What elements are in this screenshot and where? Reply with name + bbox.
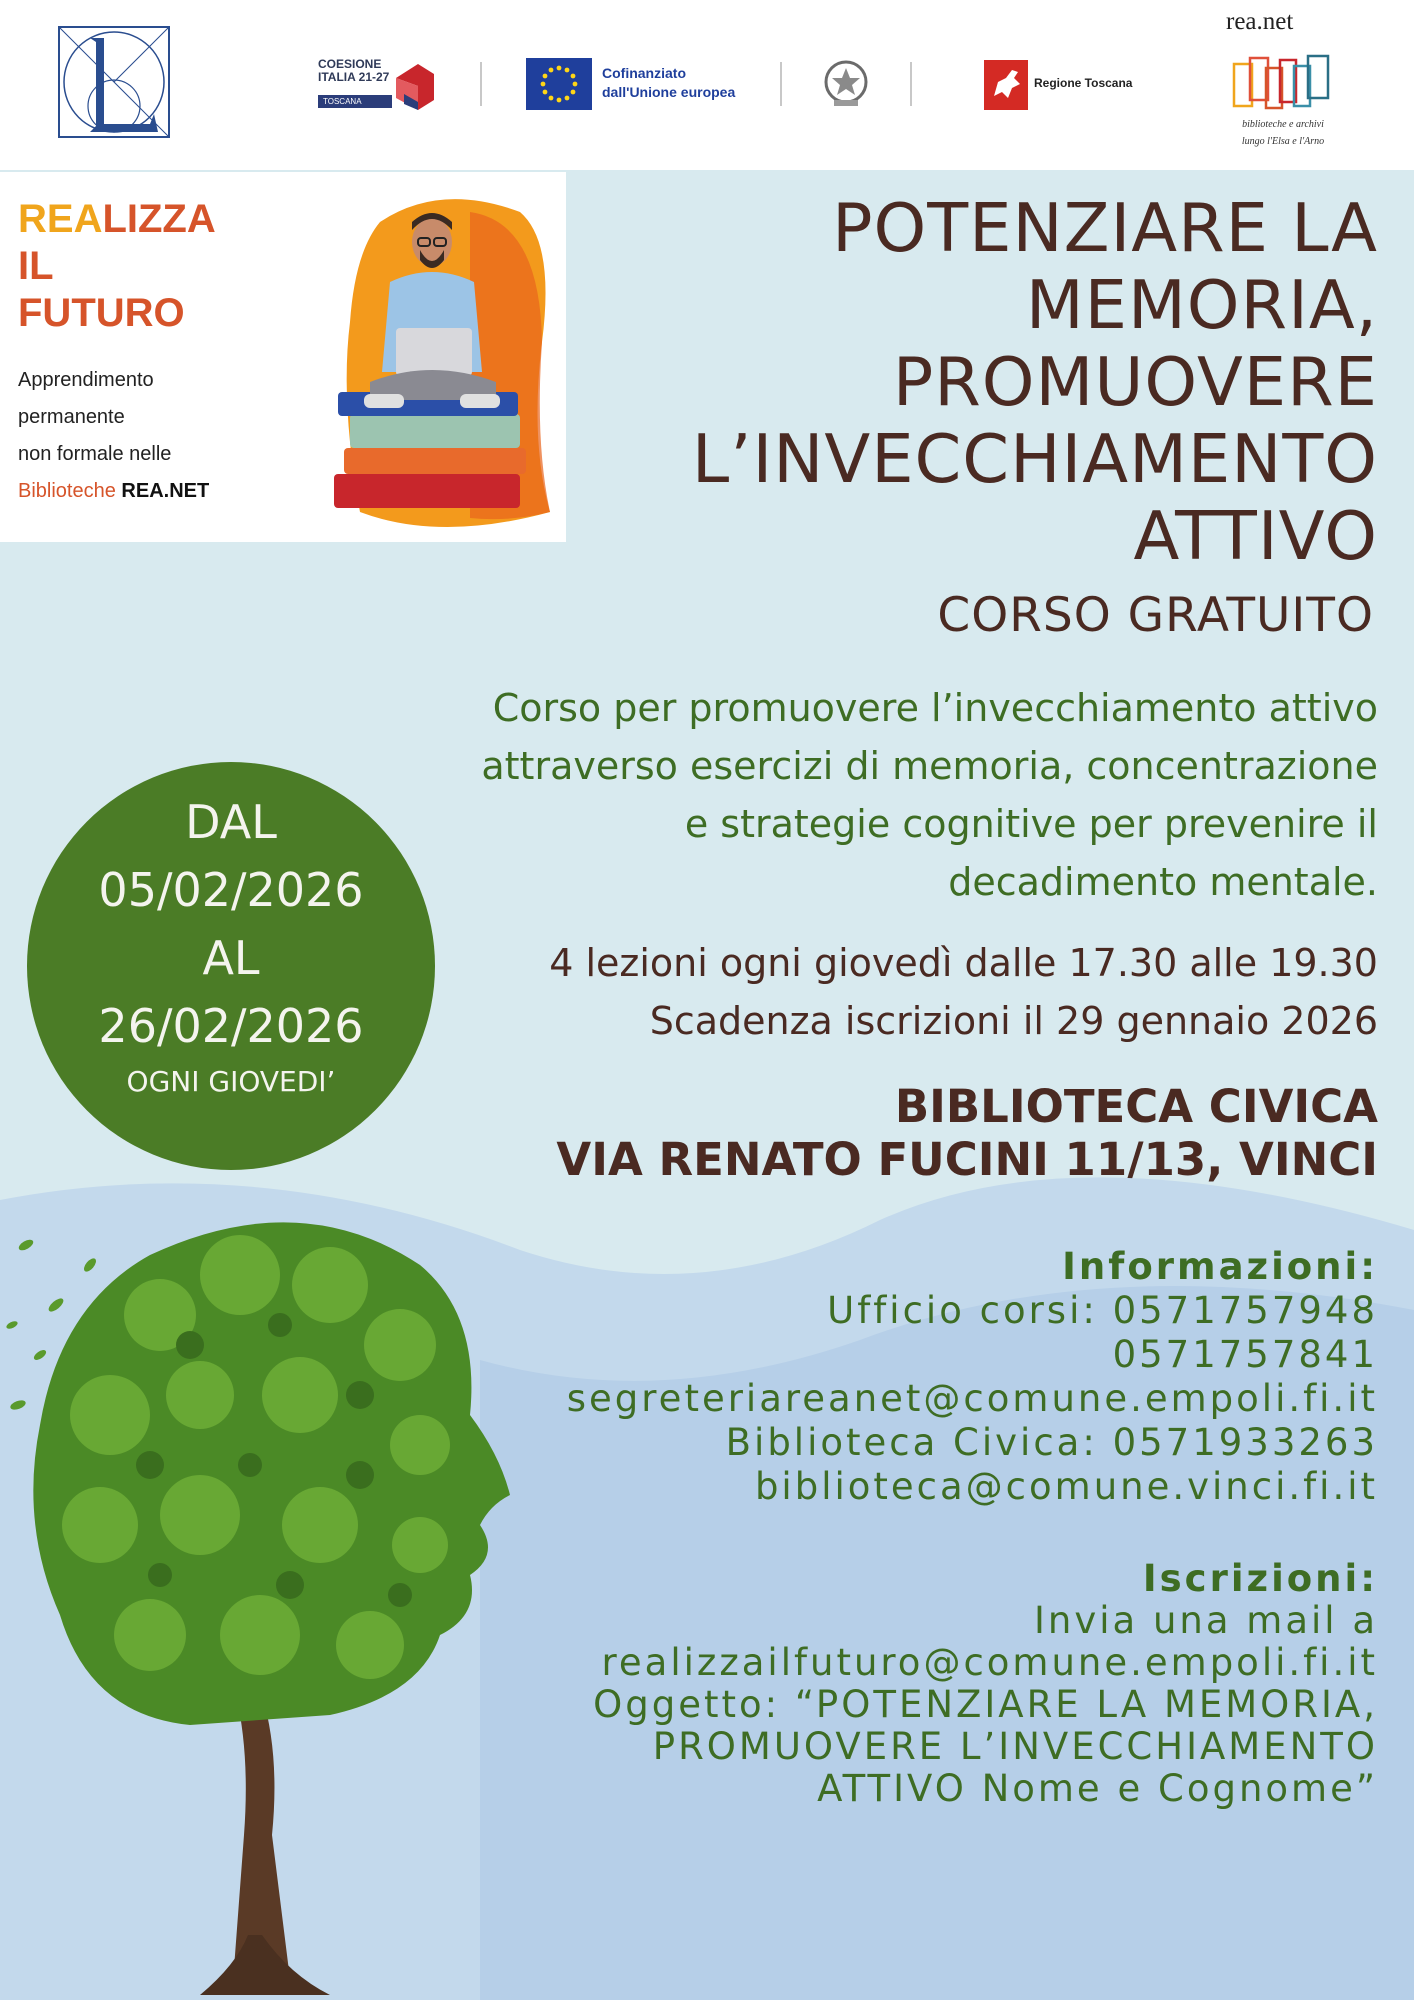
promo-subtitle: Apprendimento permanente non formale nelle Biblioteche REA.NET: [18, 369, 210, 502]
course-title: POTENZIARE LA MEMORIA, PROMUOVERE L’INVECCHIAMENTO ATTIVO: [691, 189, 1378, 575]
course-description: Corso per promuovere l’invecchiamento attivo attraverso esercizi di memoria, concentrazione e strategie cognitive per prevenire il decadimento mentale.: [481, 686, 1378, 904]
letter-l-logo: [58, 26, 170, 138]
regione-toscana-pegasus-icon: [984, 60, 1028, 110]
tree-head-image: [0, 1195, 560, 1995]
divider: [480, 62, 482, 106]
biblioteca-email[interactable]: biblioteca@comune.vinci.fi.it: [754, 1465, 1378, 1508]
registration-email[interactable]: realizzailfuturo@comune.empoli.fi.it: [601, 1641, 1378, 1684]
reanet-books-icon: [1230, 50, 1334, 112]
eu-cofinanced-text: Cofinanziato dall'Unione europea: [602, 65, 736, 100]
eu-flag-icon: [526, 58, 592, 110]
contact-information: [478, 1245, 1378, 1509]
second-phone: 0571757841: [1112, 1333, 1378, 1376]
reanet-subtitle: biblioteche e archivi lungo l'Elsa e l'Arno: [1241, 119, 1325, 147]
reanet-title: rea.net: [1226, 8, 1294, 35]
promo-title: REALIZZA IL FUTURO: [18, 197, 216, 335]
ufficio-corsi-phone: Ufficio corsi: 0571757948: [827, 1289, 1378, 1332]
registration-deadline: Scadenza iscrizioni il 29 gennaio 2026: [649, 999, 1378, 1043]
lessons-schedule: 4 lezioni ogni giovedì dalle 17.30 alle 19.30: [549, 941, 1378, 985]
course-venue: BIBLIOTECA CIVICA VIA RENATO FUCINI 11/13, VINCI: [556, 1080, 1378, 1186]
start-date: 05/02/2026: [98, 863, 364, 917]
course-schedule: [398, 934, 1378, 1050]
header-logo-band: [0, 0, 1414, 170]
segreteria-email[interactable]: segreteriareanet@comune.empoli.fi.it: [566, 1377, 1378, 1420]
iscrizioni-heading: Iscrizioni:: [1142, 1557, 1378, 1600]
divider: [910, 62, 912, 106]
course-subtitle: CORSO GRATUITO: [937, 588, 1374, 643]
end-date: 26/02/2026: [98, 999, 364, 1053]
info-heading: Informazioni:: [1062, 1245, 1378, 1288]
coesione-toscana-bar: TOSCANA: [318, 95, 392, 108]
date-range-badge: DAL 05/02/2026 AL 26/02/2026 OGNI GIOVEDI’: [27, 762, 435, 1170]
italian-republic-emblem-icon: [822, 56, 870, 110]
registration-information: Iscrizioni: Invia una mail a realizzailfuturo@comune.empoli.fi.it Oggetto: “POTENZIARE LA MEMORIA, PROMUOVERE L’INVECCHIAMENTO ATTIVO Nome e Cognome”: [478, 1558, 1378, 1810]
coesione-italia-text: COESIONE ITALIA 21-27: [318, 57, 390, 84]
coesione-italia-logo: [388, 58, 438, 110]
realizza-il-futuro-promo: [0, 172, 566, 542]
divider: [780, 62, 782, 106]
biblioteca-phone: Biblioteca Civica: 0571933263: [725, 1421, 1378, 1464]
regione-toscana-text: Regione Toscana: [1034, 76, 1133, 90]
frequency-label: OGNI GIOVEDI’: [126, 1065, 336, 1098]
